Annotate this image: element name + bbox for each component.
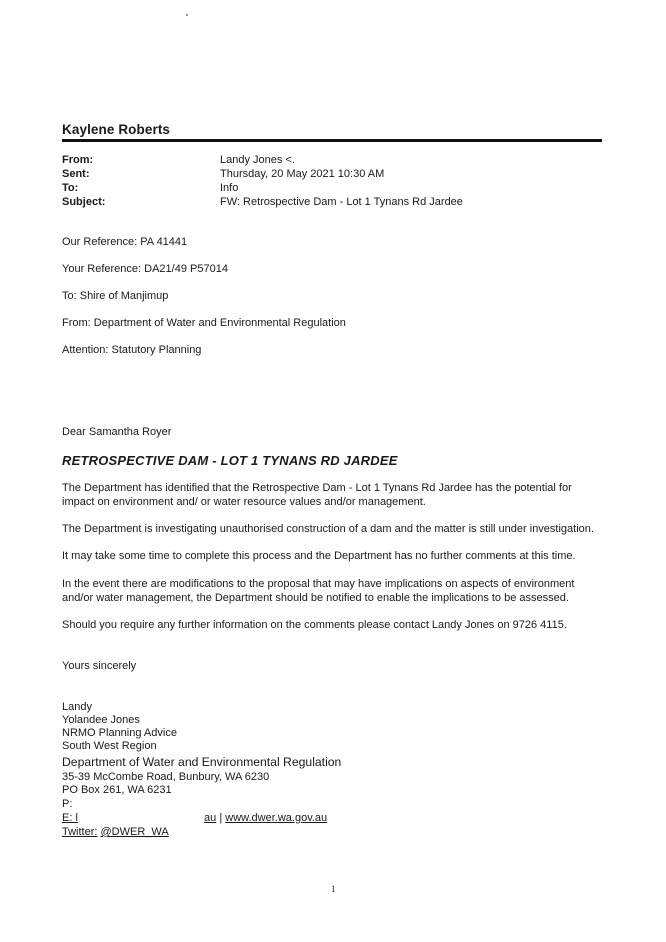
scan-speck <box>186 14 188 16</box>
from-label: From: <box>62 154 94 166</box>
signature-department: Department of Water and Environmental Regulation <box>62 755 342 769</box>
body-paragraph: The Department has identified that the Retrospective Dam - Lot 1 Tynans Rd Jardee has the potential for impact on environment and/ or water resource values and/or management. <box>62 482 572 508</box>
your-reference: Your Reference: DA21/49 P57014 <box>62 263 228 275</box>
sent-label: Sent: <box>62 168 90 180</box>
sender-name: Kaylene Roberts <box>62 122 171 137</box>
letter-heading: RETROSPECTIVE DAM - LOT 1 TYNANS RD JARDEE <box>62 453 398 468</box>
signature-role: NRMO Planning Advice <box>62 727 177 739</box>
signature-name: Yolandee Jones <box>62 714 140 726</box>
signature-po-box: PO Box 261, WA 6231 <box>62 784 172 796</box>
subject-label: Subject: <box>62 196 106 208</box>
header-divider <box>62 139 602 142</box>
from-line: From: Department of Water and Environmental Regulation <box>62 317 346 329</box>
sent-value: Thursday, 20 May 2021 10:30 AM <box>220 168 385 180</box>
signature-phone-label: P: <box>62 798 73 810</box>
from-value: Landy Jones <. <box>220 154 295 166</box>
email-link[interactable]: E: l <box>62 812 78 824</box>
to-label: To: <box>62 182 79 194</box>
body-paragraph: The Department is investigating unauthorised construction of a dam and the matter is still under investigation. <box>62 523 594 535</box>
attention-line: Attention: Statutory Planning <box>62 344 202 356</box>
our-reference: Our Reference: PA 41441 <box>62 236 188 248</box>
to-line: To: Shire of Manjimup <box>62 290 169 302</box>
website-link[interactable]: www.dwer.wa.gov.au <box>225 812 328 824</box>
closing: Yours sincerely <box>62 660 137 672</box>
body-paragraph: Should you require any further information on the comments please contact Landy Jones on 9726 4115. <box>62 619 567 631</box>
signature-address: 35-39 McCombe Road, Bunbury, WA 6230 <box>62 771 270 783</box>
to-value: Info <box>220 182 239 194</box>
twitter-handle[interactable]: @DWER_WA <box>100 826 169 838</box>
email-link-tail[interactable]: au <box>204 812 217 824</box>
signature-nickname: Landy <box>62 701 92 713</box>
twitter-label[interactable]: Twitter: <box>62 826 98 838</box>
body-paragraph: It may take some time to complete this process and the Department has no further comments at this time. <box>62 550 576 562</box>
body-paragraph: In the event there are modifications to the proposal that may have implications on aspects of environment and/or water management, the Department should be notified to enable the implications to be assessed. <box>62 578 575 604</box>
page-number: 1 <box>331 884 336 894</box>
link-separator: | <box>219 812 223 824</box>
subject-value: FW: Retrospective Dam - Lot 1 Tynans Rd Jardee <box>220 196 463 208</box>
signature-email-row <box>62 812 327 825</box>
salutation: Dear Samantha Royer <box>62 426 172 438</box>
signature-twitter-row <box>62 826 169 839</box>
signature-region: South West Region <box>62 740 157 752</box>
